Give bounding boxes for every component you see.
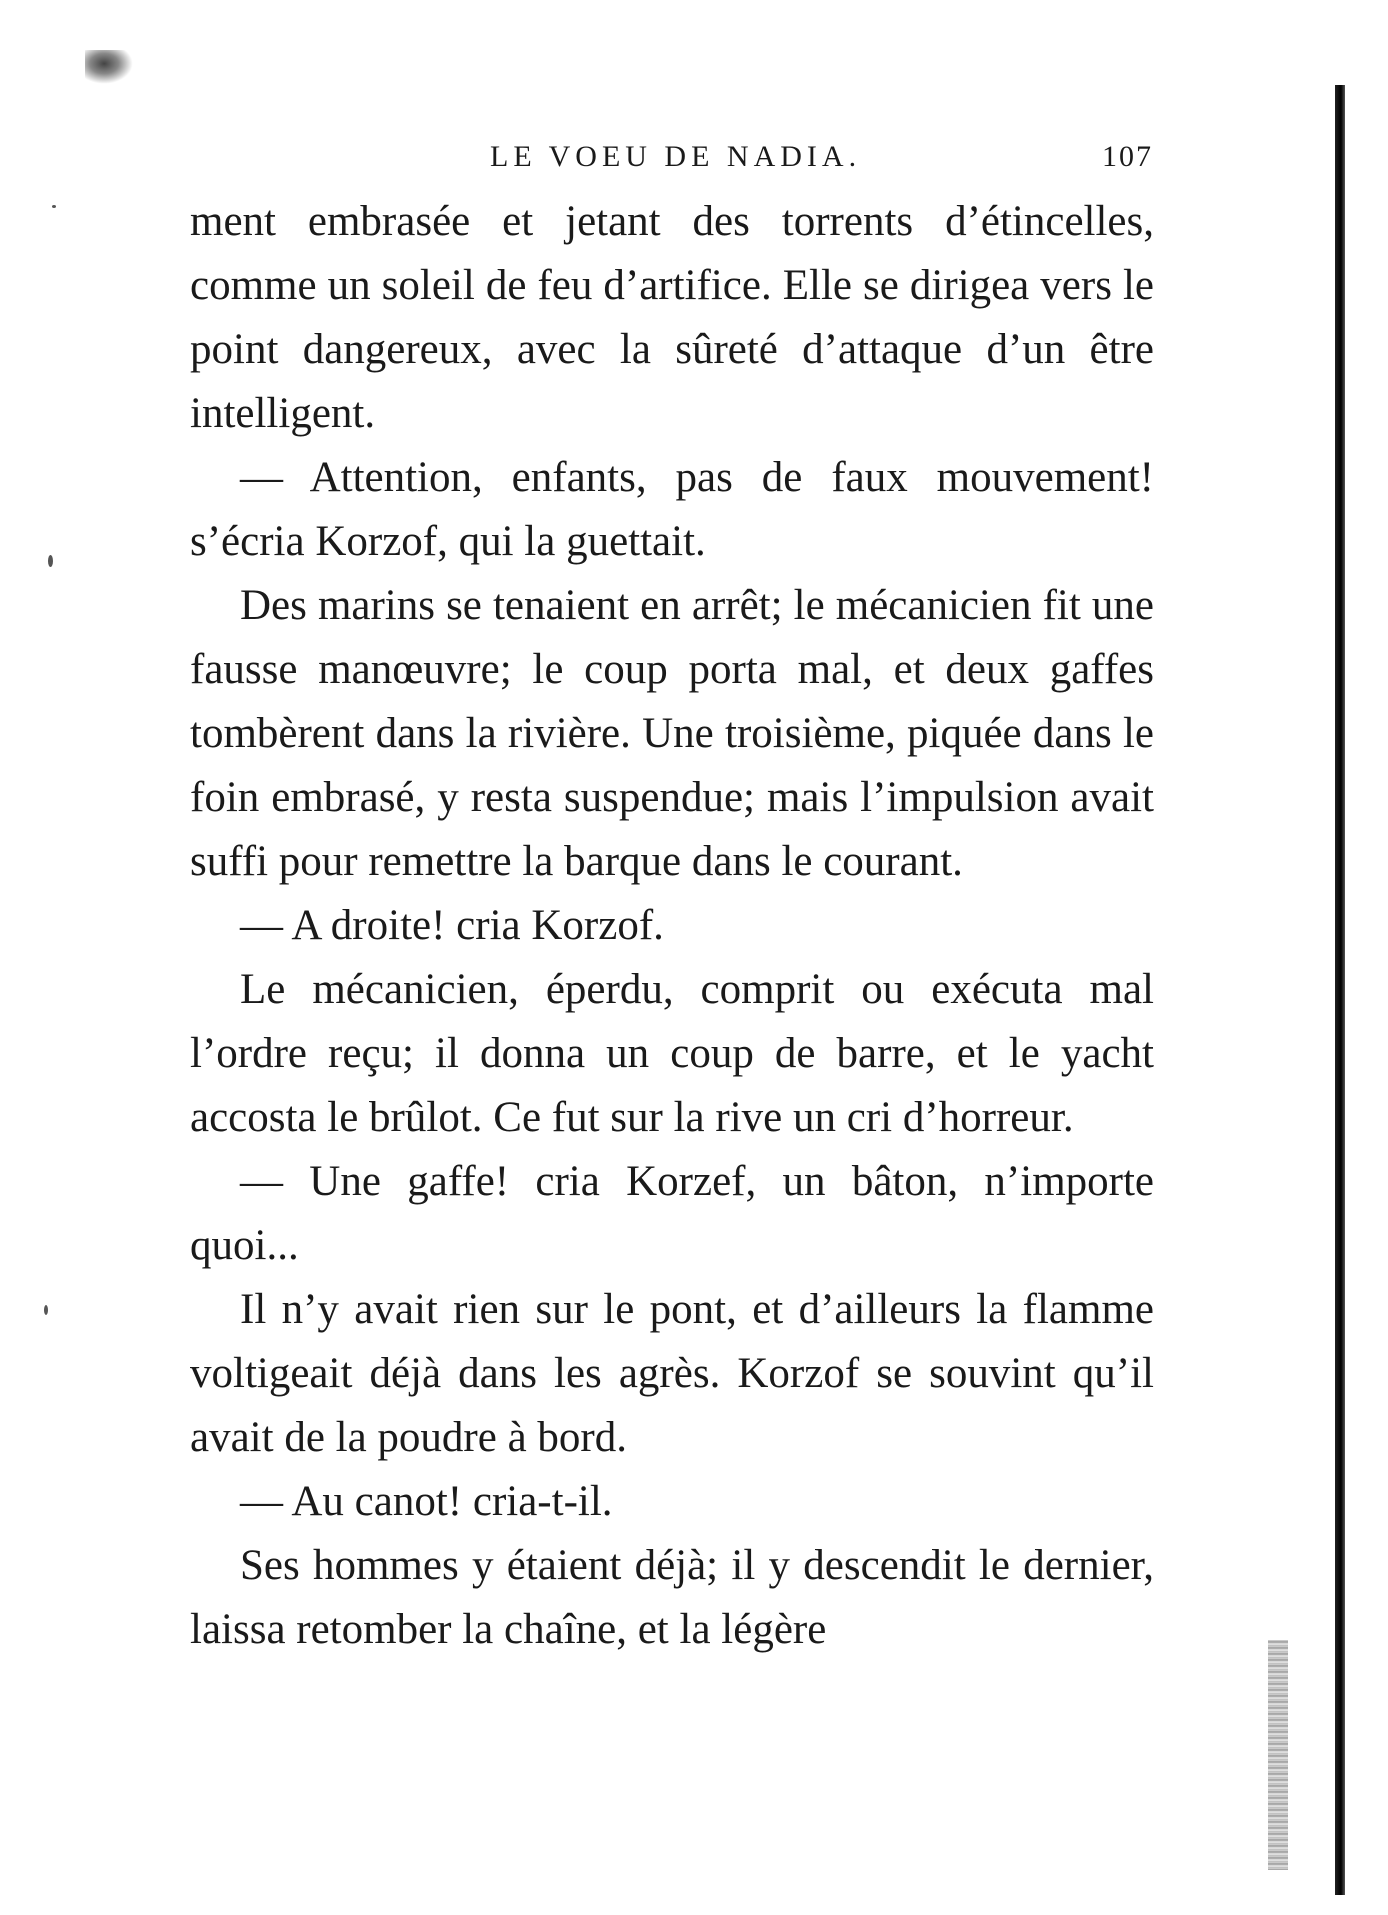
binding-shadow [1268,1640,1288,1870]
margin-speck [44,1305,48,1315]
corner-smudge [85,50,133,84]
paragraph: Ses hommes y étaient déjà; il y descendit le dernier, laissa retomber la chaîne, et la légère [190,1542,1154,1653]
paragraph: Le mécanicien, éperdu, comprit ou exécuta mal l’ordre reçu; il donna un coup de barre, et le yacht accosta le brûlot. Ce fut sur la rive un cri d’horreur. [190,966,1154,1141]
running-head [195,140,1153,180]
text-block [190,190,1154,1662]
paragraph: — A droite! cria Korzof. [240,902,664,949]
paragraph: ment embrasée et jetant des torrents d’étincelles, comme un soleil de feu d’artifice. Elle se dirigea vers le point dangereux, avec la sûreté d’attaque d’un être intelligent. [190,198,1154,437]
paragraph: — Au canot! cria-t-il. [240,1478,613,1525]
paragraph: Il n’y avait rien sur le pont, et d’ailleurs la flamme voltigeait déjà dans les agrès. Korzof se souvint qu’il avait de la poudre à bord. [190,1286,1154,1461]
paragraph: Des marins se tenaient en arrêt; le mécanicien fit une fausse manœuvre; le coup porta mal, et deux gaffes tombèrent dans la rivière. Une troisième, piquée dans le foin embrasé, y resta suspendue; mais l’impulsion avait suffi pour remettre la barque dans le courant. [190,582,1154,885]
binding-edge [1335,85,1345,1895]
running-title: LE VOEU DE NADIA. [490,140,862,173]
paragraph: — Attention, enfants, pas de faux mouvement! s’écria Korzof, qui la guettait. [190,454,1154,565]
margin-speck [48,555,53,567]
page-number: 107 [1102,140,1153,173]
paragraph: — Une gaffe! cria Korzef, un bâton, n’importe quoi... [190,1158,1154,1269]
margin-speck [52,205,56,208]
